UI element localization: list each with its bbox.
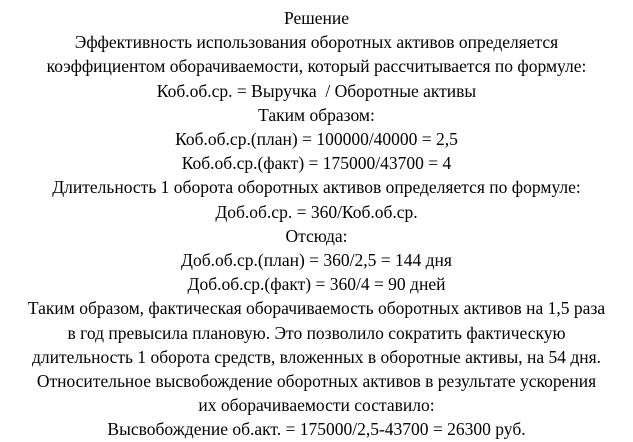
- formula-release: Высвобождение об.акт. = 175000/2,5-43700 = 26300 руб.: [107, 419, 526, 440]
- text-line: коэффициентом оборачиваемости, который рассчитывается по формуле:: [46, 56, 587, 77]
- text-line: длительность 1 оборота средств, вложенных в оборотные активы, на 54 дня.: [31, 346, 602, 367]
- text-line: Длительность 1 оборота оборотных активов определяется по формуле:: [52, 177, 581, 198]
- text-line: Таким образом:: [258, 104, 375, 125]
- heading-solution: Решение: [283, 8, 349, 28]
- text-line: Эффективность использования оборотных активов определяется: [74, 32, 559, 53]
- text-line: в год превысила плановую. Это позволило сократить фактическую: [67, 322, 566, 343]
- formula-ratio-plan: Коб.об.ср.(план) = 100000/40000 = 2,5: [175, 129, 458, 150]
- formula-turnover-ratio: Коб.об.ср. = Выручка / Оборотные активы: [156, 80, 477, 101]
- text-line: Относительное высвобождение оборотных активов в результате ускорения: [36, 371, 597, 392]
- formula-duration-fact: Доб.об.ср.(факт) = 360/4 = 90 дней: [187, 274, 446, 295]
- formula-ratio-fact: Коб.об.ср.(факт) = 175000/43700 = 4: [181, 153, 452, 174]
- text-line: их оборачиваемости составило:: [198, 395, 435, 416]
- text-line: Отсюда:: [285, 225, 348, 246]
- formula-duration-plan: Доб.об.ср.(план) = 360/2,5 = 144 дня: [181, 250, 452, 271]
- text-line: Таким образом, фактическая оборачиваемость оборотных активов на 1,5 раза: [27, 298, 606, 319]
- formula-duration: Доб.об.ср. = 360/Коб.об.ср.: [215, 201, 418, 222]
